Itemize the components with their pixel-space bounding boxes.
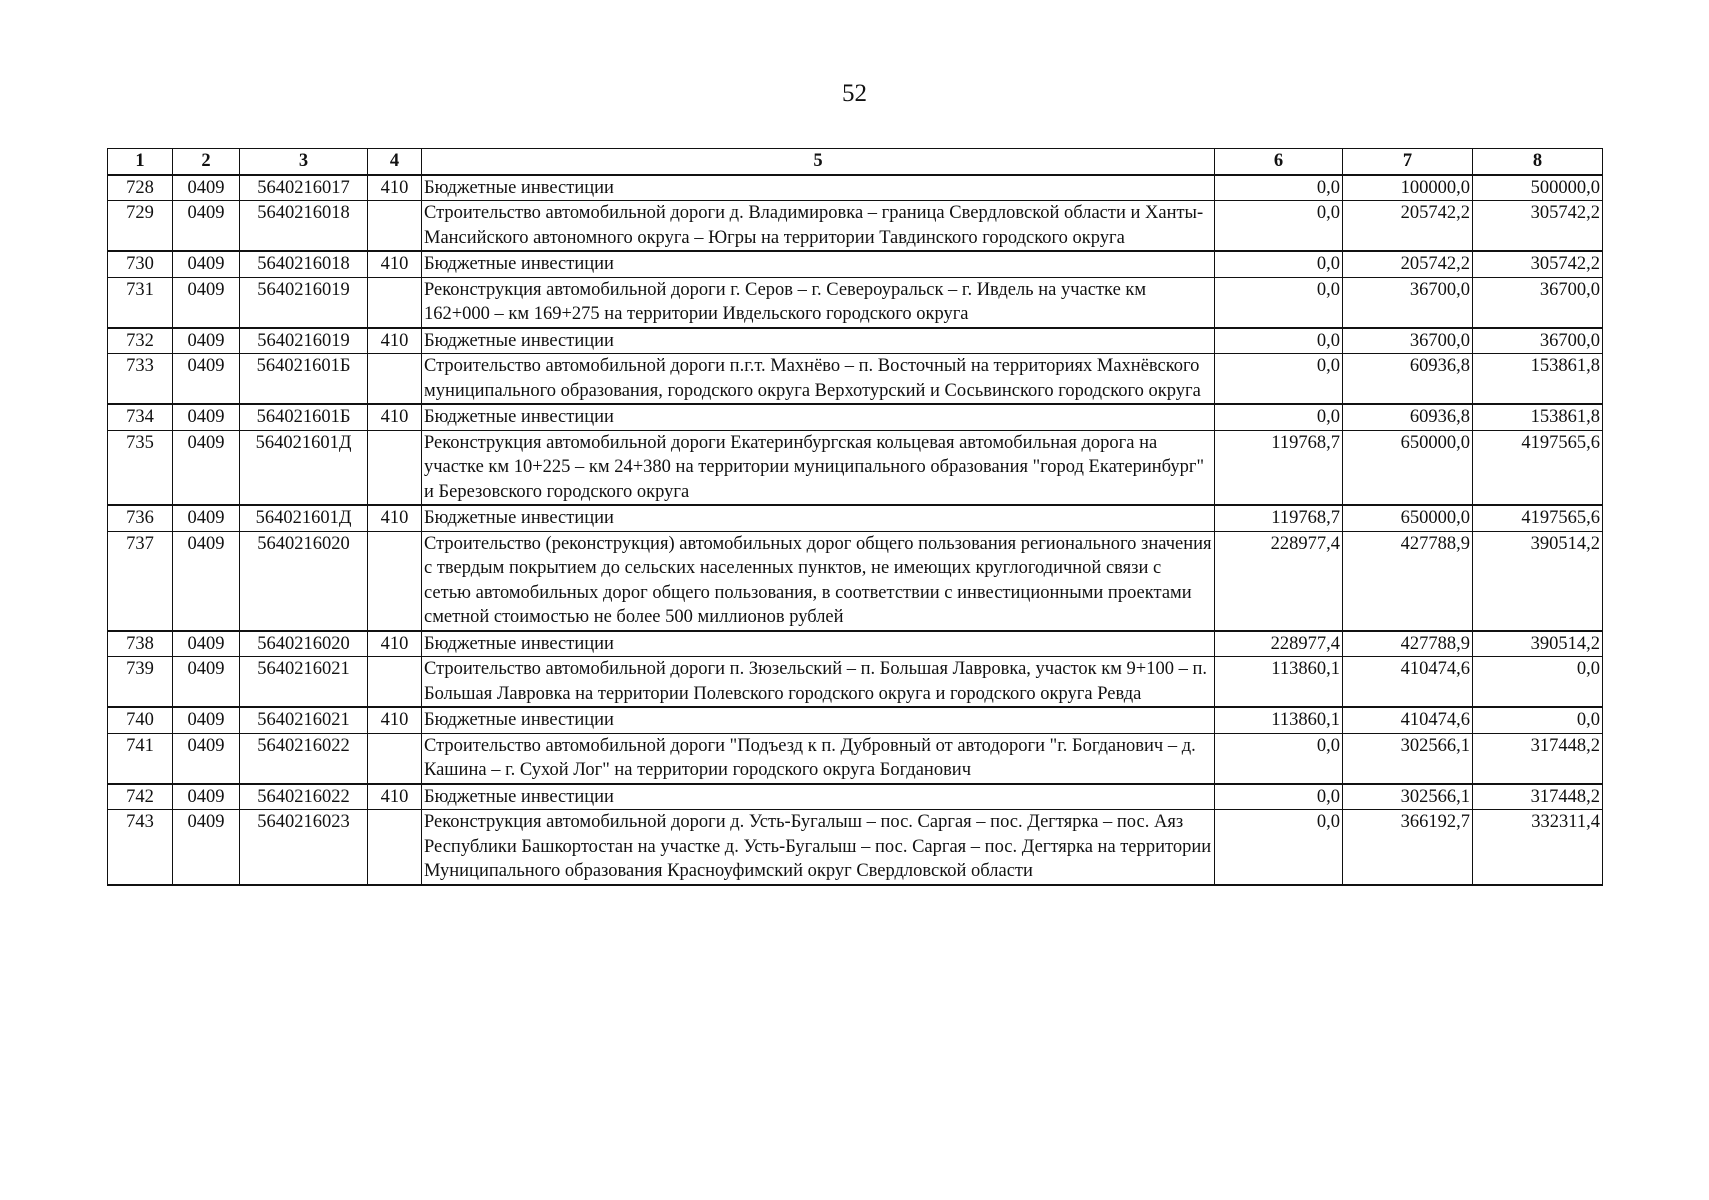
item-name: Реконструкция автомобильной дороги д. Усть-Бугалыш – пос. Саргая – пос. Дегтярка – пос. Аяз Республики Башкортостан на участке д. Усть-Бугалыш – пос. Саргая – пос. Дегтярка на территории Муниципального образования Красноуфимский округ Свердловской области	[422, 810, 1215, 885]
item-name: Бюджетные инвестиции	[422, 707, 1215, 733]
amount-col-7: 650000,0	[1343, 505, 1473, 531]
amount-col-6: 228977,4	[1215, 531, 1343, 631]
amount-col-7: 427788,9	[1343, 531, 1473, 631]
amount-col-6: 0,0	[1215, 201, 1343, 252]
column-header: 2	[173, 149, 240, 175]
table-row	[108, 201, 1603, 252]
target-article-code: 5640216018	[240, 201, 368, 252]
item-name: Строительство автомобильной дороги "Подъезд к п. Дубровный от автодороги "г. Богданович – д. Кашина – г. Сухой Лог" на территории городского округа Богданович	[422, 733, 1215, 784]
amount-col-7: 36700,0	[1343, 277, 1473, 328]
amount-col-6: 0,0	[1215, 784, 1343, 810]
target-article-code: 5640216022	[240, 784, 368, 810]
item-name: Бюджетные инвестиции	[422, 784, 1215, 810]
expense-type-code	[368, 201, 422, 252]
expense-type-code: 410	[368, 251, 422, 277]
expense-type-code	[368, 657, 422, 708]
amount-col-7: 302566,1	[1343, 733, 1473, 784]
amount-col-8: 305742,2	[1473, 251, 1603, 277]
section-code: 0409	[173, 404, 240, 430]
table-row	[108, 707, 1603, 733]
column-header: 5	[422, 149, 1215, 175]
amount-col-7: 410474,6	[1343, 707, 1473, 733]
section-code: 0409	[173, 707, 240, 733]
target-article-code: 564021601Д	[240, 505, 368, 531]
amount-col-8: 500000,0	[1473, 175, 1603, 201]
amount-col-8: 4197565,6	[1473, 505, 1603, 531]
expense-type-code	[368, 354, 422, 405]
row-number: 742	[108, 784, 173, 810]
row-number: 737	[108, 531, 173, 631]
row-number: 734	[108, 404, 173, 430]
amount-col-7: 410474,6	[1343, 657, 1473, 708]
section-code: 0409	[173, 505, 240, 531]
amount-col-8: 332311,4	[1473, 810, 1603, 885]
row-number: 728	[108, 175, 173, 201]
item-name: Реконструкция автомобильной дороги г. Серов – г. Североуральск – г. Ивдель на участке км 162+000 – км 169+275 на территории Ивдельского городского округа	[422, 277, 1215, 328]
target-article-code: 5640216023	[240, 810, 368, 885]
target-article-code: 5640216022	[240, 733, 368, 784]
expense-type-code	[368, 277, 422, 328]
amount-col-8: 153861,8	[1473, 404, 1603, 430]
section-code: 0409	[173, 631, 240, 657]
target-article-code: 5640216021	[240, 657, 368, 708]
table-row	[108, 657, 1603, 708]
row-number: 735	[108, 430, 173, 505]
table-row	[108, 354, 1603, 405]
expense-type-code: 410	[368, 175, 422, 201]
item-name: Строительство автомобильной дороги п.г.т. Махнёво – п. Восточный на территориях Махнёвского муниципального образования, городского округа Верхотурский и Сосьвинского городского округа	[422, 354, 1215, 405]
amount-col-6: 0,0	[1215, 810, 1343, 885]
row-number: 736	[108, 505, 173, 531]
item-name: Строительство (реконструкция) автомобильных дорог общего пользования регионального значения с твердым покрытием до сельских населенных пунктов, не имеющих круглогодичной связи с сетью автомобильных дорог общего пользования, в соответствии с инвестиционными проектами сметной стоимостью не более 500 миллионов рублей	[422, 531, 1215, 631]
amount-col-6: 0,0	[1215, 277, 1343, 328]
table-row	[108, 251, 1603, 277]
amount-col-6: 0,0	[1215, 328, 1343, 354]
table-row	[108, 531, 1603, 631]
amount-col-8: 305742,2	[1473, 201, 1603, 252]
column-header: 1	[108, 149, 173, 175]
amount-col-6: 228977,4	[1215, 631, 1343, 657]
amount-col-6: 119768,7	[1215, 505, 1343, 531]
target-article-code: 564021601Б	[240, 404, 368, 430]
expense-type-code	[368, 531, 422, 631]
section-code: 0409	[173, 531, 240, 631]
section-code: 0409	[173, 328, 240, 354]
expense-type-code: 410	[368, 328, 422, 354]
amount-col-6: 0,0	[1215, 404, 1343, 430]
amount-col-8: 390514,2	[1473, 631, 1603, 657]
target-article-code: 564021601Д	[240, 430, 368, 505]
table-row	[108, 430, 1603, 505]
table-row	[108, 505, 1603, 531]
section-code: 0409	[173, 810, 240, 885]
column-header: 4	[368, 149, 422, 175]
amount-col-8: 36700,0	[1473, 328, 1603, 354]
item-name: Бюджетные инвестиции	[422, 404, 1215, 430]
expense-type-code	[368, 430, 422, 505]
row-number: 740	[108, 707, 173, 733]
row-number: 743	[108, 810, 173, 885]
column-header: 8	[1473, 149, 1603, 175]
amount-col-8: 317448,2	[1473, 784, 1603, 810]
item-name: Реконструкция автомобильной дороги Екатеринбургская кольцевая автомобильная дорога на участке км 10+225 – км 24+380 на территории муниципального образования "город Екатеринбург" и Березовского городского округа	[422, 430, 1215, 505]
amount-col-7: 60936,8	[1343, 354, 1473, 405]
row-number: 733	[108, 354, 173, 405]
row-number: 738	[108, 631, 173, 657]
section-code: 0409	[173, 733, 240, 784]
table-row	[108, 277, 1603, 328]
target-article-code: 5640216020	[240, 631, 368, 657]
amount-col-7: 302566,1	[1343, 784, 1473, 810]
table-row	[108, 733, 1603, 784]
amount-col-7: 205742,2	[1343, 251, 1473, 277]
amount-col-7: 36700,0	[1343, 328, 1473, 354]
item-name: Строительство автомобильной дороги д. Владимировка – граница Свердловской области и Ханты-Мансийского автономного округа – Югры на территории Тавдинского городского округа	[422, 201, 1215, 252]
amount-col-8: 36700,0	[1473, 277, 1603, 328]
amount-col-8: 317448,2	[1473, 733, 1603, 784]
amount-col-7: 650000,0	[1343, 430, 1473, 505]
row-number: 731	[108, 277, 173, 328]
target-article-code: 5640216021	[240, 707, 368, 733]
table-row	[108, 328, 1603, 354]
table-row	[108, 175, 1603, 201]
table-row	[108, 784, 1603, 810]
amount-col-7: 60936,8	[1343, 404, 1473, 430]
amount-col-8: 390514,2	[1473, 531, 1603, 631]
expense-type-code: 410	[368, 784, 422, 810]
item-name: Бюджетные инвестиции	[422, 175, 1215, 201]
row-number: 732	[108, 328, 173, 354]
column-header: 7	[1343, 149, 1473, 175]
row-number: 741	[108, 733, 173, 784]
amount-col-6: 0,0	[1215, 733, 1343, 784]
column-header: 6	[1215, 149, 1343, 175]
section-code: 0409	[173, 201, 240, 252]
expense-type-code: 410	[368, 505, 422, 531]
column-header: 3	[240, 149, 368, 175]
item-name: Бюджетные инвестиции	[422, 505, 1215, 531]
row-number: 729	[108, 201, 173, 252]
amount-col-7: 427788,9	[1343, 631, 1473, 657]
amount-col-7: 205742,2	[1343, 201, 1473, 252]
amount-col-7: 100000,0	[1343, 175, 1473, 201]
table-row	[108, 810, 1603, 885]
target-article-code: 5640216018	[240, 251, 368, 277]
item-name: Бюджетные инвестиции	[422, 251, 1215, 277]
budget-table	[107, 148, 1603, 886]
page-number: 52	[842, 80, 867, 107]
amount-col-6: 0,0	[1215, 354, 1343, 405]
row-number: 739	[108, 657, 173, 708]
section-code: 0409	[173, 354, 240, 405]
header-row	[108, 149, 1603, 175]
expense-type-code: 410	[368, 707, 422, 733]
amount-col-8: 4197565,6	[1473, 430, 1603, 505]
item-name: Бюджетные инвестиции	[422, 328, 1215, 354]
row-number: 730	[108, 251, 173, 277]
expense-type-code: 410	[368, 631, 422, 657]
amount-col-6: 119768,7	[1215, 430, 1343, 505]
table-row	[108, 631, 1603, 657]
target-article-code: 5640216019	[240, 277, 368, 328]
amount-col-7: 366192,7	[1343, 810, 1473, 885]
target-article-code: 5640216017	[240, 175, 368, 201]
target-article-code: 5640216020	[240, 531, 368, 631]
section-code: 0409	[173, 657, 240, 708]
expense-type-code	[368, 810, 422, 885]
amount-col-6: 0,0	[1215, 175, 1343, 201]
table-row	[108, 404, 1603, 430]
target-article-code: 5640216019	[240, 328, 368, 354]
expense-type-code: 410	[368, 404, 422, 430]
item-name: Бюджетные инвестиции	[422, 631, 1215, 657]
item-name: Строительство автомобильной дороги п. Зюзельский – п. Большая Лавровка, участок км 9+100 – п. Большая Лавровка на территории Полевского городского округа и городского округа Ревда	[422, 657, 1215, 708]
amount-col-6: 113860,1	[1215, 657, 1343, 708]
amount-col-8: 153861,8	[1473, 354, 1603, 405]
section-code: 0409	[173, 277, 240, 328]
section-code: 0409	[173, 175, 240, 201]
amount-col-8: 0,0	[1473, 657, 1603, 708]
amount-col-6: 113860,1	[1215, 707, 1343, 733]
section-code: 0409	[173, 251, 240, 277]
section-code: 0409	[173, 430, 240, 505]
amount-col-6: 0,0	[1215, 251, 1343, 277]
amount-col-8: 0,0	[1473, 707, 1603, 733]
target-article-code: 564021601Б	[240, 354, 368, 405]
section-code: 0409	[173, 784, 240, 810]
expense-type-code	[368, 733, 422, 784]
